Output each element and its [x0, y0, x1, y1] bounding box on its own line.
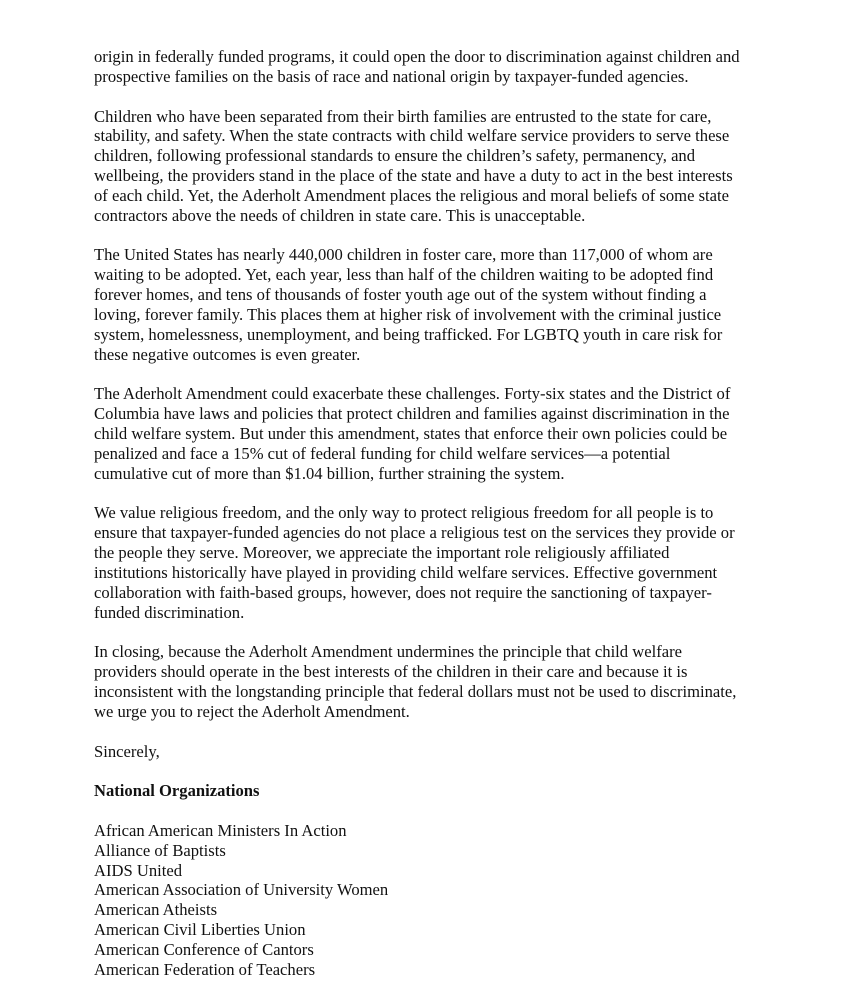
- paragraph-line: We value religious freedom, and the only way to protect religious freedom for all people is to: [94, 503, 714, 523]
- letter-body: [94, 47, 740, 722]
- closing: Sincerely,: [94, 741, 160, 761]
- paragraph-line: system, homelessness, unemployment, and being trafficked. For LGBTQ youth in care risk for: [94, 324, 723, 344]
- paragraph-line: contractors above the needs of children in state care. This is unacceptable.: [94, 205, 586, 225]
- paragraph-line: children, following professional standards to ensure the children’s safety, permanency, and: [94, 146, 696, 166]
- organization-item: American Civil Liberties Union: [94, 920, 306, 940]
- paragraph: [94, 642, 740, 721]
- paragraph: [94, 503, 740, 622]
- section-heading: National Organizations: [94, 781, 260, 801]
- paragraph-line: penalized and face a 15% cut of federal funding for child welfare services—a potential: [94, 443, 671, 463]
- organization-item: AIDS United: [94, 860, 183, 880]
- paragraph-line: prospective families on the basis of race and national origin by taxpayer-funded agencies.: [94, 66, 689, 86]
- paragraph-line: funded discrimination.: [94, 602, 245, 622]
- paragraph: [94, 107, 740, 226]
- paragraph-line: loving, forever family. This places them at higher risk of involvement with the criminal justice: [94, 304, 722, 324]
- organization-item: Alliance of Baptists: [94, 840, 226, 860]
- organization-item: African American Ministers In Action: [94, 820, 347, 840]
- paragraph-line: inconsistent with the longstanding principle that federal dollars must not be used to discriminate,: [94, 682, 737, 701]
- organization-item: American Conference of Cantors: [94, 939, 314, 959]
- paragraph-line: waiting to be adopted. Yet, each year, less than half of the children waiting to be adopted find: [94, 265, 714, 285]
- paragraph-line: In closing, because the Aderholt Amendment undermines the principle that child welfare: [94, 642, 682, 662]
- paragraph-line: forever homes, and tens of thousands of foster youth age out of the system without finding a: [94, 285, 707, 305]
- organization-item: American Federation of Teachers: [94, 959, 316, 979]
- organization-item: American Atheists: [94, 900, 218, 920]
- paragraph-line: Columbia have laws and policies that protect children and families against discrimination in the: [94, 404, 730, 424]
- organization-list: [94, 821, 740, 980]
- paragraph-line: origin in federally funded programs, it could open the door to discrimination against children and: [94, 47, 740, 66]
- paragraph-line: the people they serve. Moreover, we appreciate the important role religiously affiliated: [94, 543, 670, 563]
- paragraph: [94, 245, 740, 364]
- paragraph-line: institutions historically have played in providing child welfare services. Effective government: [94, 562, 718, 582]
- organization-item: American Association of University Women: [94, 880, 389, 900]
- paragraph-line: The Aderholt Amendment could exacerbate these challenges. Forty-six states and the District of: [94, 384, 731, 404]
- paragraph: [94, 384, 740, 483]
- paragraph-line: providers should operate in the best interests of the children in their care and because it is: [94, 662, 688, 682]
- paragraph-line: these negative outcomes is even greater.: [94, 344, 361, 364]
- paragraph: [94, 47, 740, 87]
- paragraph-line: stability, and safety. When the state contracts with child welfare service providers to serve these: [94, 126, 730, 146]
- paragraph-line: wellbeing, the providers stand in the place of the state and have a duty to act in the best interests: [94, 166, 733, 186]
- paragraph-line: Children who have been separated from their birth families are entrusted to the state for care,: [94, 106, 712, 126]
- paragraph-line: The United States has nearly 440,000 children in foster care, more than 117,000 of whom are: [94, 245, 713, 265]
- paragraph-line: cumulative cut of more than $1.04 billion, further straining the system.: [94, 463, 565, 483]
- paragraph-line: of each child. Yet, the Aderholt Amendment places the religious and moral beliefs of some state: [94, 185, 730, 205]
- paragraph-line: child welfare system. But under this amendment, states that enforce their own policies could be: [94, 424, 728, 444]
- paragraph-line: ensure that taxpayer-funded agencies do not place a religious test on the services they provide or: [94, 523, 735, 543]
- paragraph-line: collaboration with faith-based groups, however, does not require the sanctioning of taxpayer-: [94, 582, 712, 602]
- letter-page: [94, 47, 740, 980]
- paragraph-line: we urge you to reject the Aderholt Amendment.: [94, 701, 410, 721]
